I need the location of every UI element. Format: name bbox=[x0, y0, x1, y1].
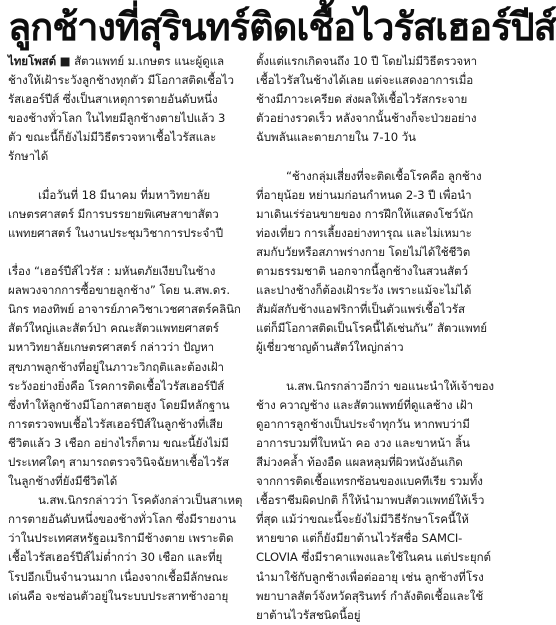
article-line: ที่สุด แม้ว่าขณะนี้จะยังไม่มีวิธีรักษาโรคนี้ให้ bbox=[256, 512, 469, 527]
article-line: ของช้างทั่วโลก ในไทยมีลูกช้างตายไปแล้ว 3 bbox=[8, 111, 226, 126]
article-line: ตั้งแต่แรกเกิดจนถึง 10 ปี โดยไม่มีวิธีตรวจหา bbox=[256, 54, 478, 68]
article-line: สมกับวัยหรือสภาพร่างกาย โดยไม่ได้ใช้ชีวิต bbox=[256, 244, 471, 259]
article-line: ตัวอย่างรวดเร็ว หลังจากนั้นช้างก็จะป่วยอย่าง bbox=[256, 111, 477, 126]
article-line bbox=[256, 147, 492, 166]
article-line: เกษตรศาสตร์ มีการบรรยายพิเศษสาขาสัตว bbox=[8, 206, 219, 221]
article-line: มหาวิทยาลัยเกษตรศาสตร์ กล่าวว่า ปัญหา bbox=[8, 340, 215, 355]
article-line: เชื้อราชีมผิดปกติ ก็ให้นำมาพบสัตวแพทย์ให้เร็ว bbox=[256, 493, 485, 508]
article-line: แต่ก็มีโอกาสติดเป็นโรคนี้ได้เช่นกัน” สัตวแพทย์ bbox=[256, 321, 487, 336]
article-line: เมื่อวันที่ 18 มีนาคม ที่มหาวิทยาลัย bbox=[38, 187, 211, 202]
article-line: ประเทศใดๆ สามารถตรวจวินิจฉัยหาเชื้อไวรัส bbox=[8, 454, 230, 469]
article-line: ไทยโพสต์ ■ สัตวแพทย์ ม.เกษตร แนะผู้ดูแล bbox=[8, 54, 225, 68]
article-line: โรปอีกเป็นจำนวนมาก เนื่องจากเชื้อมีลักษณะ bbox=[8, 569, 229, 584]
article-line: ตามธรรมชาติ นอกจากนี้ลูกช้างในสวนสัตว์ bbox=[256, 264, 468, 279]
article-line: สุขภาพลูกช้างที่อยู่ในภาวะวิกฤติและต้องเฝ้า bbox=[8, 359, 224, 374]
article-line: ว่าในประเทศสหรัฐอเมริกามีช้างตาย เพราะติด bbox=[8, 531, 234, 546]
article-line-text: สัตวแพทย์ ม.เกษตร แนะผู้ดูแล bbox=[74, 54, 225, 68]
article-line: นำมาใช้กับลูกช้างเพื่อต่ออายุ เช่น ลูกช้างที่โรง bbox=[256, 569, 484, 584]
headline: ลูกช้างที่สุรินทร์ติดเชื้อไวรัสเฮอร์ปีส์ bbox=[8, 5, 556, 49]
article-line: การตรวจพบเชื้อไวรัสเฮอร์ปีส์ในลูกช้างที่เสีย bbox=[8, 416, 223, 431]
article-line: ผลพวงจากการซื้อขายลูกช้าง” โดย น.สพ.ดร. bbox=[8, 283, 230, 298]
right-column bbox=[256, 52, 492, 625]
article-line: ยาต้านไวรัสชนิดนี้อยู่ bbox=[256, 607, 361, 622]
article-line: มาเดินเร่ร่อนขายของ การฝึกให้แสดงโชว์นัก bbox=[256, 206, 474, 221]
article-line: เชื้อไวรัสในช้างได้เลย แต่จะแสดงอาการเมื่อ bbox=[256, 73, 474, 88]
article-line: น.สพ.นิกรกล่าวว่า โรคดังกล่าวเป็นสาเหตุ bbox=[38, 493, 243, 508]
article-line: ช้างให้เฝ้าระวังลูกช้างทุกตัว มีโอกาสติดเชื้อไว bbox=[8, 73, 234, 88]
article-line: CLOVIA ซึ่งมีราคาแพงและใช้ในคน แต่ประยุกต์ bbox=[256, 550, 491, 565]
article-line: สัตว์ใหญ่และสัตว์ป่า คณะสัตวแพทยศาสตร์ bbox=[8, 321, 219, 336]
article-line: ซึ่งทำให้ลูกช้างมีโอกาสตายสูง โดยมีหลักฐาน bbox=[8, 397, 230, 412]
article-line: นิกร ทองทิพย์ อาจารย์ภาควิชาเวชศาสตร์คลินิก bbox=[8, 302, 241, 317]
article-body bbox=[8, 52, 494, 622]
article-line: ตัว ขณะนี้ก็ยังไม่มีวิธีตรวจหาเชื้อไวรัสและ bbox=[8, 130, 217, 145]
article-line: เด่นคือ จะซ่อนตัวอยู่ในระบบประสาทช้างอายุ bbox=[8, 588, 229, 603]
article-line: แพทยศาสตร์ ในงานประชุมวิชาการประจำปี bbox=[8, 225, 223, 240]
byline: ไทยโพสต์ bbox=[8, 54, 57, 68]
article-line: และปางช้างก็ต้องเฝ้าระวัง เพราะแม้จะไม่ได้ bbox=[256, 283, 472, 298]
article-line: ท่องเที่ยว การเลี้ยงอย่างทารุณ และไม่เหมาะ bbox=[256, 225, 472, 240]
article-line bbox=[8, 167, 250, 186]
article-line: น.สพ.นิกรกล่าวอีกว่า ขอแนะนำให้เจ้าของ bbox=[286, 378, 494, 393]
article-line bbox=[256, 358, 492, 377]
article-line: ระวังอย่างยิ่งคือ โรคการติดเชื้อไวรัสเฮอร์ปีส์ bbox=[8, 378, 225, 393]
article-line bbox=[8, 243, 250, 262]
article-line: ฉับพลันและตายภายใน 7-10 วัน bbox=[256, 130, 416, 145]
article-line: จากการติดเชื้อแทรกซ้อนของแบคทีเรีย รวมทั้ง bbox=[256, 474, 483, 489]
article-line: รักษาได้ bbox=[8, 149, 49, 164]
article-line: อาการบวมที่ใบหน้า คอ งวง และขาหน้า ลิ้น bbox=[256, 435, 470, 450]
article-line: ที่อายุน้อย หย่านมก่อนกำหนด 2-3 ปี เพื่อนำ bbox=[256, 187, 472, 202]
article-line: รัสเฮอร์ปีส์ ซึ่งเป็นสาเหตุการตายอันดับหนึ่ง bbox=[8, 92, 218, 107]
article-line: ช้าง ควาญช้าง และสัตวแพทย์ที่ดูแลช้าง เฝ้า bbox=[256, 397, 474, 412]
article-line: เรื่อง “เฮอร์ปีส์ไวรัส : มหันตภัยเงียบในช้าง bbox=[8, 264, 216, 279]
article-line: หายขาด แต่ก็ยังมียาต้านไวรัสชื่อ SAMCI- bbox=[256, 531, 463, 546]
left-column bbox=[8, 52, 250, 606]
article-line: สีม่วงคล้ำ ท้องอืด แผลหลุมที่ผิวหนังอันเกิด bbox=[256, 454, 463, 469]
article-line: ผู้เชี่ยวชาญด้านสัตว์ใหญ่กล่าว bbox=[256, 340, 404, 355]
article-line: ในลูกช้างที่ยังมีชีวิตได้ bbox=[8, 474, 118, 489]
article-line: ดูอาการลูกช้างเป็นประจำทุกวัน หากพบว่ามี bbox=[256, 416, 470, 431]
article-line: ช้างมีภาวะเครียด ส่งผลให้เชื้อไวรัสกระจาย bbox=[256, 92, 468, 107]
article-line: สัมผัสกับช้างแอฟริกาที่เป็นตัวแพร่เชื้อไวรัส bbox=[256, 302, 466, 317]
article-line: การตายอันดับหนึ่งของช้างทั่วโลก ซึ่งมีรายงาน bbox=[8, 512, 236, 527]
article-line: “ช้างกลุ่มเสี่ยงที่จะติดเชื้อโรคคือ ลูกช้าง bbox=[286, 168, 482, 183]
article-line: พยาบาลสัตว์จังหวัดสุรินทร์ กำลังติดเชื้อและใช้ bbox=[256, 588, 484, 603]
article-line: ชีวิตแล้ว 3 เชือก อย่างไรก็ตาม ขณะนี้ยังไม่มี bbox=[8, 435, 229, 450]
article-line: เชื้อไวรัสเฮอร์ปีส์ไม่ต่ำกว่า 30 เชือก และที่ยุ bbox=[8, 550, 223, 565]
